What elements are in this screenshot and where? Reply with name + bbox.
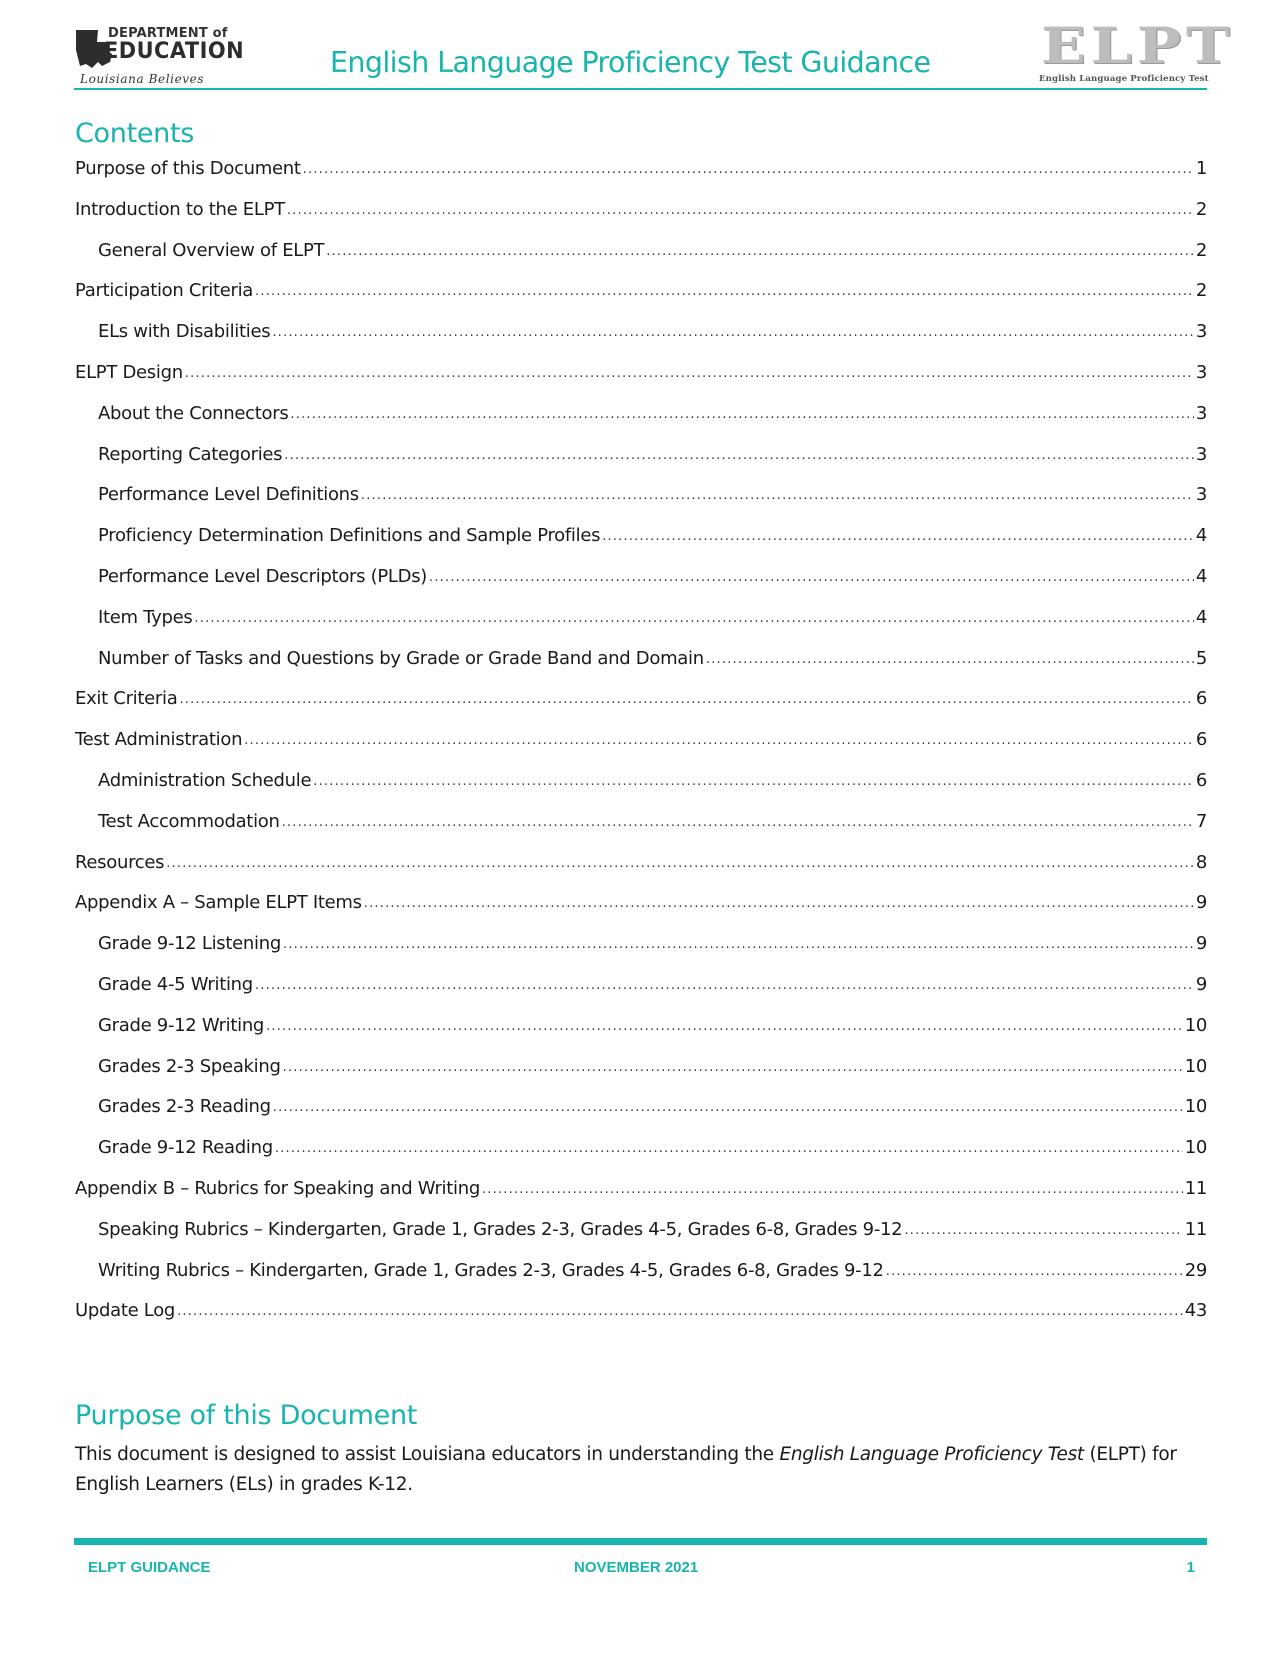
toc-entry-title: Performance Level Descriptors (PLDs) [98, 565, 427, 587]
toc-dot-leader [272, 319, 1194, 337]
page-header [74, 16, 1235, 90]
toc-entry[interactable] [75, 278, 1207, 319]
toc-entry[interactable] [75, 890, 1207, 931]
toc-entry-title: Exit Criteria [75, 688, 178, 710]
toc-entry[interactable] [75, 931, 1207, 972]
toc-entry-page-number: 2 [1195, 239, 1207, 261]
toc-entry-page-number: 29 [1184, 1259, 1207, 1281]
toc-entry-page-number: 3 [1195, 321, 1207, 343]
toc-entry[interactable] [75, 1217, 1207, 1258]
toc-entry[interactable] [75, 1013, 1207, 1054]
toc-entry[interactable] [75, 646, 1207, 687]
toc-entry-page-number: 9 [1195, 933, 1207, 955]
toc-entry[interactable] [75, 1176, 1207, 1217]
toc-dot-leader [361, 482, 1194, 500]
elpt-wordmark: ELPT [1041, 16, 1235, 75]
toc-entry-title: ELs with Disabilities [98, 321, 271, 343]
toc-entry-page-number: 7 [1195, 810, 1207, 832]
toc-entry[interactable] [75, 727, 1207, 768]
toc-entry[interactable] [75, 523, 1207, 564]
toc-entry-title: Performance Level Definitions [98, 484, 359, 506]
toc-entry[interactable] [75, 238, 1207, 279]
purpose-text-start: This document is designed to assist Louisiana educators in understanding the [75, 1444, 780, 1465]
toc-entry[interactable] [75, 1298, 1207, 1339]
toc-entry[interactable] [75, 482, 1207, 523]
toc-entry[interactable] [75, 564, 1207, 605]
footer-divider [74, 1538, 1207, 1545]
toc-entry-page-number: 1 [1195, 158, 1207, 179]
toc-entry[interactable] [75, 850, 1207, 891]
toc-entry-page-number: 3 [1195, 402, 1207, 424]
toc-entry-title: Grade 9-12 Listening [98, 933, 281, 955]
contents-heading: Contents [75, 118, 195, 149]
toc-entry-page-number: 4 [1195, 525, 1207, 547]
footer-document-name: ELPT GUIDANCE [88, 1559, 211, 1576]
toc-entry-title: Grade 9-12 Reading [98, 1137, 273, 1159]
toc-dot-leader [313, 768, 1194, 786]
toc-entry[interactable] [75, 686, 1207, 727]
toc-entry-title: Grade 9-12 Writing [98, 1014, 265, 1036]
toc-dot-leader [179, 686, 1193, 704]
toc-entry[interactable] [75, 768, 1207, 809]
toc-entry[interactable] [75, 1258, 1207, 1299]
table-of-contents [75, 156, 1207, 1339]
toc-dot-leader [166, 850, 1194, 868]
toc-entry-page-number: 2 [1195, 198, 1207, 220]
toc-dot-leader [273, 1094, 1183, 1112]
toc-dot-leader [429, 564, 1194, 582]
toc-dot-leader [283, 931, 1194, 949]
toc-dot-leader [706, 646, 1194, 664]
toc-entry-page-number: 6 [1195, 769, 1207, 791]
toc-dot-leader [886, 1258, 1183, 1276]
toc-entry-page-number: 3 [1195, 484, 1207, 506]
toc-entry[interactable] [75, 605, 1207, 646]
toc-dot-leader [283, 1054, 1183, 1072]
toc-entry-page-number: 10 [1184, 1137, 1207, 1159]
toc-entry-page-number: 10 [1184, 1014, 1207, 1036]
toc-dot-leader [194, 605, 1193, 623]
toc-entry-title: Test Administration [75, 729, 243, 751]
toc-entry-title: About the Connectors [98, 402, 289, 424]
toc-entry-page-number: 3 [1195, 361, 1207, 383]
toc-entry-page-number: 5 [1195, 647, 1207, 669]
toc-dot-leader [275, 1135, 1183, 1153]
toc-dot-leader [904, 1217, 1182, 1235]
toc-entry-title: Resources [75, 851, 165, 873]
toc-entry-title: Grades 2-3 Reading [98, 1096, 271, 1118]
toc-entry-page-number: 8 [1195, 851, 1207, 873]
toc-dot-leader [482, 1176, 1183, 1194]
toc-dot-leader [303, 156, 1194, 174]
toc-dot-leader [290, 401, 1193, 419]
toc-entry-title: Grades 2-3 Speaking [98, 1055, 281, 1077]
toc-entry-title: Speaking Rubrics – Kindergarten, Grade 1, Grades 2-3, Grades 4-5, Grades 6-8, Grades 9-12 [98, 1218, 903, 1240]
toc-entry-page-number: 43 [1184, 1300, 1207, 1322]
toc-dot-leader [364, 890, 1194, 908]
toc-entry[interactable] [75, 809, 1207, 850]
toc-dot-leader [287, 197, 1194, 215]
toc-entry[interactable] [75, 360, 1207, 401]
page-footer [74, 1559, 1207, 1583]
toc-entry-title: General Overview of ELPT [98, 239, 325, 261]
toc-entry-page-number: 9 [1195, 892, 1207, 914]
toc-entry-page-number: 6 [1195, 688, 1207, 710]
toc-dot-leader [185, 360, 1194, 378]
toc-entry[interactable] [75, 972, 1207, 1013]
purpose-text-italic: English Language Proficiency Test [779, 1444, 1084, 1465]
toc-entry-title: Administration Schedule [98, 769, 312, 791]
toc-entry-page-number: 4 [1195, 565, 1207, 587]
header-divider [74, 88, 1207, 90]
toc-entry-title: Grade 4-5 Writing [98, 973, 253, 995]
toc-entry-title: Number of Tasks and Questions by Grade or Grade Band and Domain [98, 647, 704, 669]
toc-dot-leader [177, 1298, 1183, 1316]
toc-entry-page-number: 10 [1184, 1055, 1207, 1077]
toc-entry[interactable] [75, 1054, 1207, 1095]
toc-entry-title: ELPT Design [75, 361, 183, 383]
toc-entry[interactable] [75, 1094, 1207, 1135]
toc-entry-title: Appendix B – Rubrics for Speaking and Writing [75, 1177, 480, 1199]
toc-entry-page-number: 9 [1195, 973, 1207, 995]
footer-page-number: 1 [1186, 1559, 1195, 1576]
department-of-education-logo [74, 26, 245, 88]
toc-entry-title: Writing Rubrics – Kindergarten, Grade 1, Grades 2-3, Grades 4-5, Grades 6-8, Grades 9-12 [98, 1259, 884, 1281]
logo-line-department: DEPARTMENT of [108, 26, 228, 41]
toc-entry[interactable] [75, 1135, 1207, 1176]
toc-entry-page-number: 11 [1184, 1177, 1207, 1199]
toc-entry-title: Purpose of this Document [75, 158, 301, 179]
toc-entry[interactable] [75, 401, 1207, 442]
logo-tagline: Louisiana Believes [80, 72, 205, 86]
toc-entry-page-number: 11 [1184, 1218, 1207, 1240]
toc-entry-page-number: 4 [1195, 606, 1207, 628]
toc-entry-title: Introduction to the ELPT [75, 198, 285, 220]
toc-entry[interactable] [75, 156, 1207, 197]
elpt-logo [1035, 16, 1235, 86]
toc-entry-title: Proficiency Determination Definitions and Sample Profiles [98, 525, 601, 547]
logo-line-education: EDUCATION [104, 39, 245, 64]
document-title: English Language Proficiency Test Guidance [330, 46, 931, 79]
toc-entry-title: Appendix A – Sample ELPT Items [75, 892, 362, 914]
toc-entry-page-number: 2 [1195, 280, 1207, 302]
toc-dot-leader [326, 238, 1194, 256]
purpose-heading: Purpose of this Document [75, 1400, 418, 1431]
toc-dot-leader [244, 727, 1194, 745]
toc-entry-title: Update Log [75, 1300, 176, 1322]
toc-entry-page-number: 10 [1184, 1096, 1207, 1118]
toc-entry-title: Item Types [98, 606, 193, 628]
toc-dot-leader [266, 1013, 1183, 1031]
footer-date: NOVEMBER 2021 [574, 1559, 699, 1576]
toc-entry-page-number: 6 [1195, 729, 1207, 751]
toc-entry[interactable] [75, 197, 1207, 238]
toc-entry[interactable] [75, 319, 1207, 360]
toc-entry-title: Test Accommodation [98, 810, 280, 832]
toc-dot-leader [602, 523, 1194, 541]
purpose-text-end: (ELPT) for English Learners (ELs) in grades K-12. [75, 1444, 1177, 1495]
toc-dot-leader [282, 809, 1194, 827]
toc-dot-leader [284, 442, 1194, 460]
toc-entry[interactable] [75, 442, 1207, 483]
toc-dot-leader [255, 972, 1194, 990]
toc-entry-title: Reporting Categories [98, 443, 283, 465]
toc-dot-leader [255, 278, 1194, 296]
elpt-logo-subtitle: English Language Proficiency Test [1039, 74, 1209, 84]
toc-entry-title: Participation Criteria [75, 280, 254, 302]
toc-entry-page-number: 3 [1195, 443, 1207, 465]
purpose-paragraph [75, 1440, 1207, 1500]
